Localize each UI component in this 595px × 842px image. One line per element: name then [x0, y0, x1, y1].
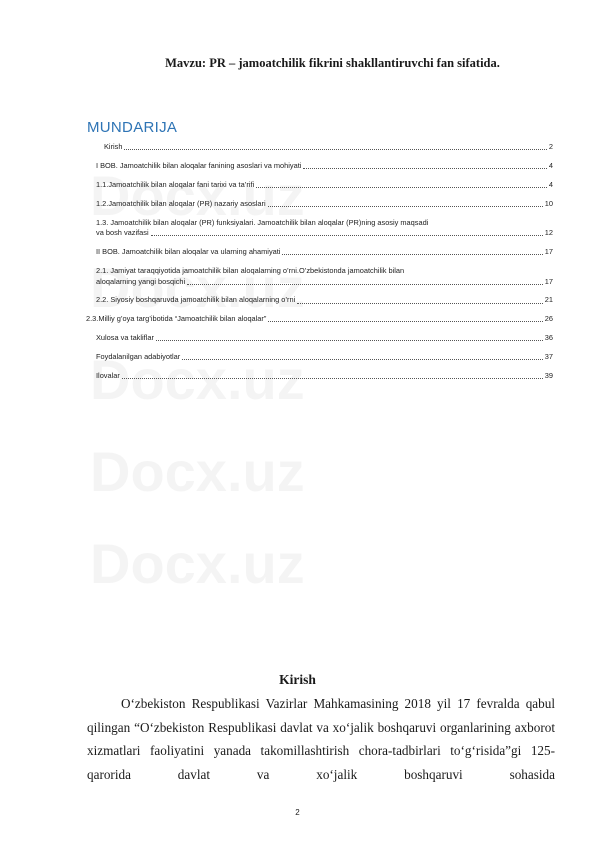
toc-leader [182, 359, 543, 360]
body-paragraph [87, 692, 555, 786]
toc-entry-page: 21 [544, 295, 553, 305]
document-title: Mavzu: PR – jamoatchilik fikrini shakllantiruvchi fan sifatida. [165, 56, 500, 70]
toc-entry-page: 26 [544, 314, 553, 324]
page-number: 2 [295, 808, 300, 817]
toc-entry-page: 12 [544, 228, 553, 238]
toc-entry[interactable] [86, 314, 553, 325]
toc-entry-text: Kirish [104, 142, 123, 151]
toc-leader [297, 303, 543, 304]
toc-leader [282, 254, 542, 255]
toc-leader [187, 284, 543, 285]
toc-entry[interactable] [88, 352, 553, 363]
toc-leader [268, 321, 542, 322]
table-of-contents [88, 142, 553, 390]
section-title: Kirish [279, 672, 316, 687]
toc-leader [151, 235, 543, 236]
toc-entry-text-line2: va bosh vazifasi [96, 228, 149, 238]
toc-entry-text: 1.1.Jamoatchilik bilan aloqalar fani tarixi va ta’rifi [96, 179, 255, 189]
toc-entry-page: 17 [544, 276, 553, 286]
toc-entry-text: 1.2.Jamoatchilik bilan aloqalar (PR) nazariy asoslari [96, 198, 266, 208]
toc-entry-page: 39 [544, 370, 553, 380]
toc-entry-text-line2: aloqalarning yangi bosqichi [96, 276, 186, 286]
toc-entry[interactable] [88, 295, 553, 306]
toc-leader [156, 340, 543, 341]
toc-entry-page: 36 [544, 333, 553, 343]
toc-leader [124, 149, 546, 150]
toc-entry[interactable] [88, 161, 553, 172]
toc-entry[interactable] [88, 333, 553, 344]
toc-entry-text: II BOB. Jamoatchilik bilan aloqalar va ularning ahamiyati [96, 247, 281, 257]
paragraph-text: O‘zbekiston Respublikasi Vazirlar Mahkamasining 2018 yil 17 fevralda qabul qilingan “O‘zbekiston Respublikasi davlat va xo‘jalik boshqaruvi organlarining axborot xizmatlari faoliyatini yanada takomillashtirish chora-tadbirlari to‘g‘risida”gi 125-qarorida davlat va xo‘jalik boshqaruvi sohasida [87, 696, 555, 782]
toc-entry-text: 2.3.Milliy g’oya targ’ibotida “Jamoatchilik bilan aloqalar” [86, 314, 267, 324]
toc-entry[interactable] [88, 142, 553, 153]
toc-entry[interactable] [88, 371, 553, 382]
toc-leader [122, 378, 543, 379]
toc-entry-text: Foydalanilgan adabiyotlar [96, 352, 181, 362]
toc-leader [303, 168, 546, 169]
toc-entry-text: Ilovalar [96, 370, 120, 380]
toc-entry[interactable] [88, 266, 553, 287]
toc-leader [256, 187, 547, 188]
toc-entry-page: 37 [544, 352, 553, 362]
toc-entry-page: 4 [548, 179, 553, 189]
toc-entry-page: 17 [544, 247, 553, 257]
toc-entry[interactable] [88, 247, 553, 258]
toc-entry-text: I BOB. Jamoatchilik bilan aloqalar fanining asoslari va mohiyati [96, 160, 302, 170]
toc-entry[interactable] [88, 180, 553, 191]
toc-entry-text: 2.2. Siyosiy boshqaruvda jamoatchilik bilan aloqalarning o’rni [96, 295, 296, 305]
toc-heading: MUNDARIJA [87, 119, 178, 136]
toc-entry-page: 10 [544, 198, 553, 208]
toc-entry[interactable] [88, 199, 553, 210]
toc-entry-page: 4 [548, 160, 553, 170]
toc-entry-text-line1: 1.3. Jamoatchilik bilan aloqalar (PR) funksiyalari. Jamoatchilik bilan aloqalar (PR)ning asosiy maqsadi [96, 217, 429, 227]
toc-entry-page: 2 [548, 142, 553, 151]
toc-entry[interactable] [88, 218, 553, 239]
toc-entry-text: Xulosa va takliflar [96, 333, 154, 343]
toc-leader [268, 206, 543, 207]
toc-entry-text-line1: 2.1. Jamiyat taraqqiyotida jamoatchilik bilan aloqalarning o’rni.O’zbekistonda jamoatchilik bilan [96, 265, 405, 275]
